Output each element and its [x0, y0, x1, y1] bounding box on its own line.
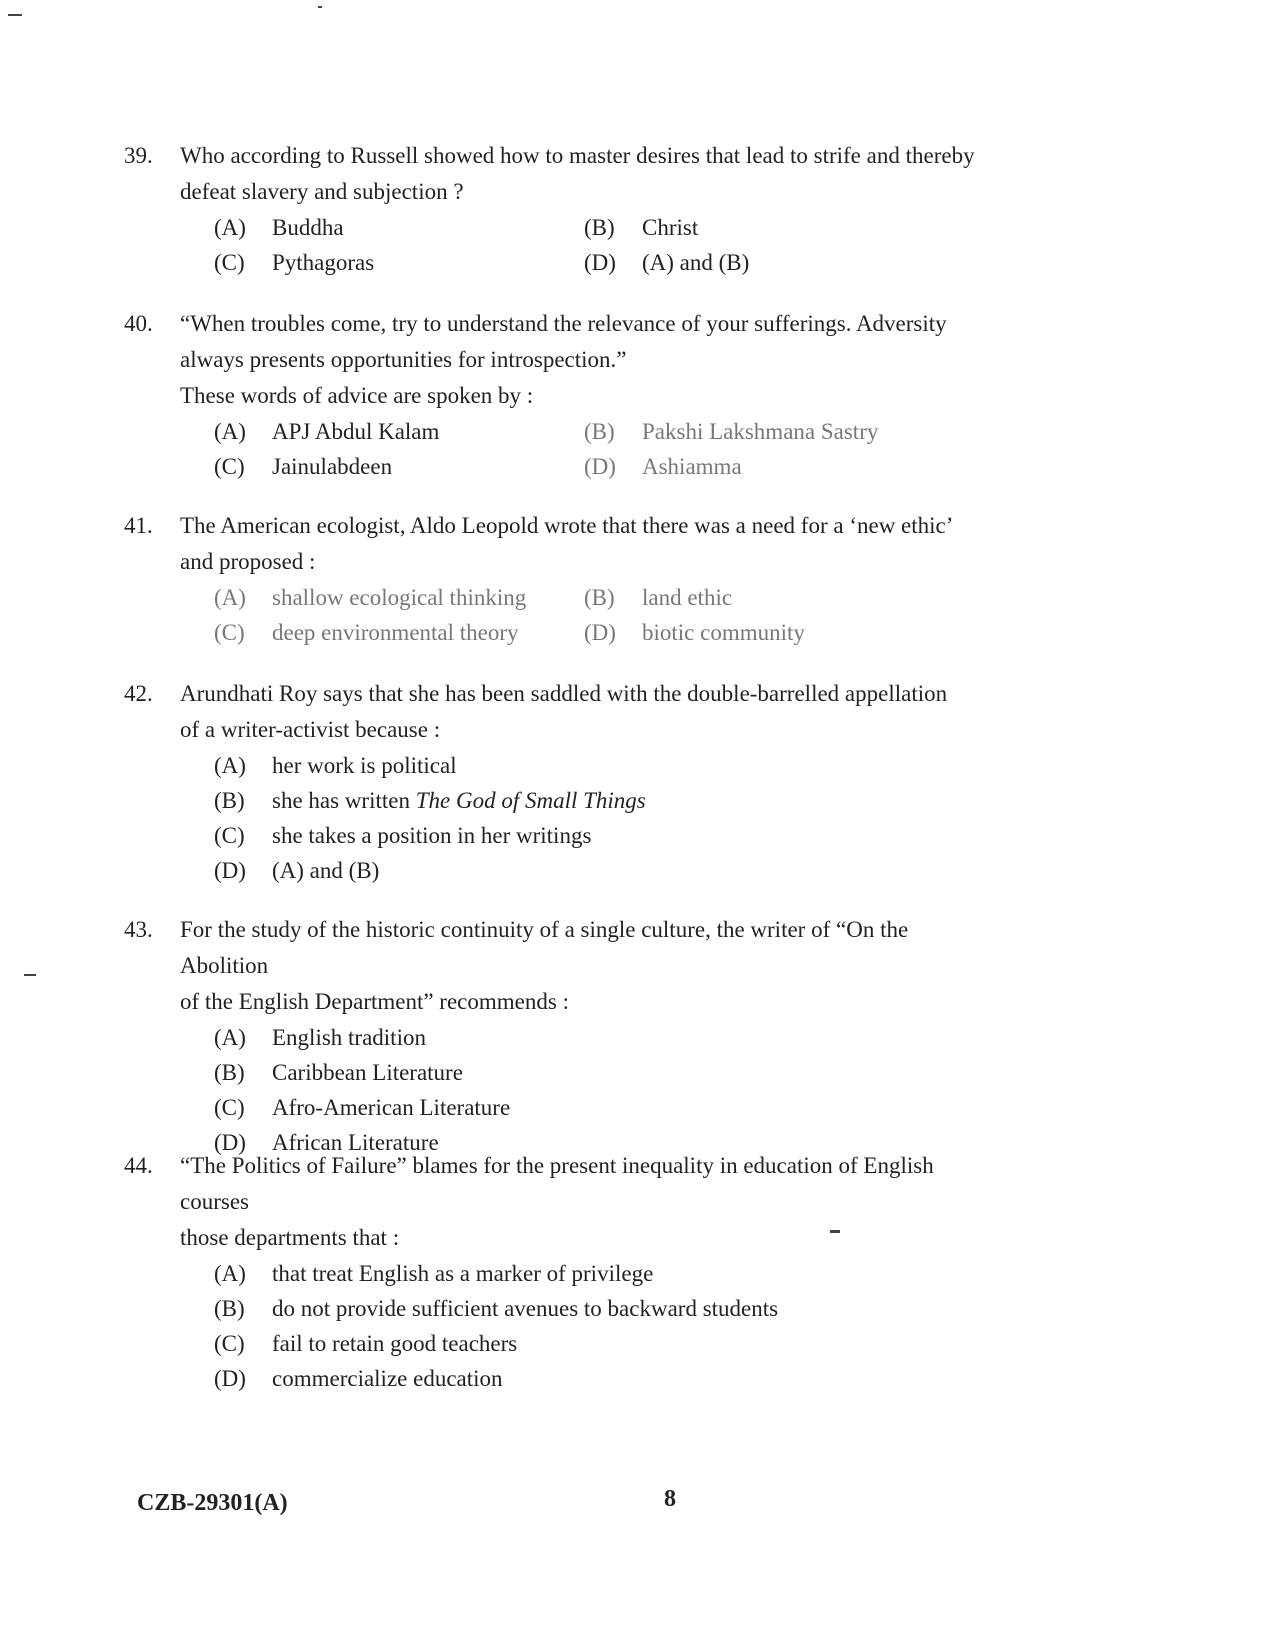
option-label: (B) — [214, 1296, 245, 1321]
option-text: APJ Abdul Kalam — [272, 419, 440, 444]
question-stem-line: always presents opportunities for introspection.” — [180, 347, 627, 372]
question-42 — [124, 676, 984, 888]
option-label: (C) — [214, 1331, 245, 1356]
question-stem-line: Who according to Russell showed how to master desires that lead to strife and thereby — [180, 143, 975, 168]
option-d[interactable] — [214, 1361, 984, 1396]
scan-mark — [8, 14, 22, 16]
question-39 — [124, 138, 984, 280]
question-stem-line: of a writer-activist because : — [180, 717, 441, 742]
option-c[interactable] — [214, 1326, 984, 1361]
paper-code: CZB-29301(A) — [137, 1490, 288, 1516]
options — [214, 1256, 984, 1396]
option-label: (D) — [214, 1366, 246, 1391]
question-41 — [124, 508, 984, 650]
option-c[interactable] — [214, 449, 584, 484]
option-label: (A) — [214, 419, 246, 444]
option-text: Afro-American Literature — [272, 1095, 511, 1120]
option-a[interactable] — [214, 1256, 984, 1291]
option-text: that treat English as a marker of privilege — [272, 1261, 654, 1286]
question-stem-line: defeat slavery and subjection ? — [180, 179, 464, 204]
question-40 — [124, 306, 984, 484]
option-c[interactable] — [214, 615, 584, 650]
option-b[interactable] — [584, 210, 954, 245]
question-number: 40. — [124, 311, 153, 336]
option-a[interactable] — [214, 210, 584, 245]
question-stem-line: Arundhati Roy says that she has been saddled with the double-barrelled appellation — [180, 681, 948, 706]
option-label: (C) — [214, 823, 245, 848]
option-text: Buddha — [272, 215, 344, 240]
question-stem-line: “The Politics of Failure” blames for the present inequality in education of English courses — [180, 1153, 934, 1214]
option-label: (B) — [214, 1060, 245, 1085]
option-text: her work is political — [272, 753, 457, 778]
option-text: shallow ecological thinking — [272, 585, 527, 610]
option-label: (A) — [214, 215, 246, 240]
option-label: (B) — [584, 215, 615, 240]
option-b[interactable] — [584, 414, 954, 449]
option-label: (D) — [214, 858, 246, 883]
option-c[interactable] — [214, 245, 584, 280]
options — [214, 580, 984, 650]
option-d[interactable] — [584, 245, 954, 280]
option-c[interactable] — [214, 818, 984, 853]
question-number: 39. — [124, 143, 153, 168]
option-a[interactable] — [214, 414, 584, 449]
option-text: commercialize education — [272, 1366, 503, 1391]
page-number: 8 — [664, 1486, 676, 1512]
question-stem-line: those departments that : — [180, 1225, 400, 1250]
options — [214, 1020, 984, 1160]
option-text: land ethic — [642, 585, 733, 610]
option-text: do not provide sufficient avenues to backward students — [272, 1296, 779, 1321]
option-label: (B) — [584, 419, 615, 444]
scan-mark — [24, 974, 36, 976]
option-text: English tradition — [272, 1025, 426, 1050]
options — [214, 210, 984, 280]
option-text: she has written — [272, 788, 416, 813]
question-stem-line: The American ecologist, Aldo Leopold wrote that there was a need for a ‘new ethic’ — [180, 513, 954, 538]
option-c[interactable] — [214, 1090, 984, 1125]
book-title: The God of Small Things — [415, 788, 646, 813]
option-label: (A) — [214, 1025, 246, 1050]
option-text: (A) and (B) — [272, 858, 380, 883]
question-stem-line: and proposed : — [180, 549, 316, 574]
option-a[interactable] — [214, 580, 584, 615]
option-text: Ashiamma — [642, 454, 742, 479]
option-b[interactable] — [214, 1291, 984, 1326]
option-label: (A) — [214, 1261, 246, 1286]
option-b[interactable] — [214, 1055, 984, 1090]
option-text: deep environmental theory — [272, 620, 519, 645]
option-label: (B) — [584, 585, 615, 610]
option-a[interactable] — [214, 1020, 984, 1055]
option-d[interactable] — [584, 449, 954, 484]
options — [214, 748, 984, 888]
option-text: biotic community — [642, 620, 805, 645]
question-number: 41. — [124, 513, 153, 538]
option-d[interactable] — [584, 615, 954, 650]
option-text: fail to retain good teachers — [272, 1331, 518, 1356]
option-text: (A) and (B) — [642, 250, 750, 275]
option-b[interactable] — [584, 580, 954, 615]
option-label: (A) — [214, 753, 246, 778]
option-text: she takes a position in her writings — [272, 823, 592, 848]
question-stem-line: of the English Department” recommends : — [180, 989, 569, 1014]
option-d[interactable] — [214, 853, 984, 888]
question-stem-line: “When troubles come, try to understand the relevance of your sufferings. Adversity — [180, 311, 947, 336]
option-a[interactable] — [214, 748, 984, 783]
option-label: (B) — [214, 788, 245, 813]
option-label: (D) — [214, 1130, 246, 1155]
options — [214, 414, 984, 484]
question-44 — [124, 1148, 984, 1396]
question-number: 43. — [124, 917, 153, 942]
option-label: (C) — [214, 1095, 245, 1120]
option-text: African Literature — [272, 1130, 439, 1155]
option-label: (A) — [214, 585, 246, 610]
question-number: 42. — [124, 681, 153, 706]
option-text: Pakshi Lakshmana Sastry — [642, 419, 879, 444]
option-label: (C) — [214, 250, 245, 275]
option-b[interactable] — [214, 783, 984, 818]
scan-mark — [318, 6, 322, 8]
question-stem-line: These words of advice are spoken by : — [180, 383, 534, 408]
option-label: (C) — [214, 620, 245, 645]
question-number: 44. — [124, 1153, 153, 1178]
option-text: Christ — [642, 215, 699, 240]
option-label: (D) — [584, 250, 616, 275]
option-label: (D) — [584, 454, 616, 479]
option-label: (D) — [584, 620, 616, 645]
option-label: (C) — [214, 454, 245, 479]
option-text: Pythagoras — [272, 250, 375, 275]
question-stem-line: For the study of the historic continuity of a single culture, the writer of “On the Abolition — [180, 917, 909, 978]
option-text: Jainulabdeen — [272, 454, 393, 479]
option-text: Caribbean Literature — [272, 1060, 463, 1085]
question-43 — [124, 912, 984, 1160]
